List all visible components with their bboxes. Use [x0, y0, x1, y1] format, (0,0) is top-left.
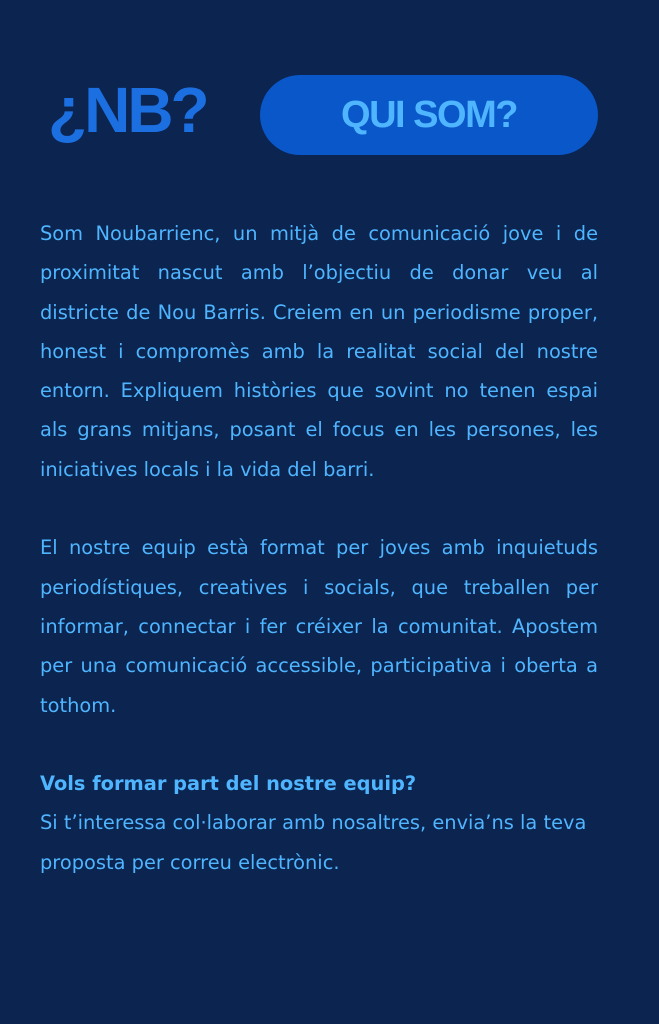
brand-logo: ¿NB?: [48, 74, 207, 146]
about-paragraph-1: Som Noubarrienc, un mitjà de comunicació jove i de proximitat nascut amb l’objectiu de donar veu al districte de Nou Barris. Creiem en un periodisme proper, honest i compromès amb la realitat social del nostre entorn. Expliquem històries que sovint no tenen espai als grans mitjans, posant el focus en les persones, les iniciatives locals i la vida del barri.: [40, 222, 598, 481]
paragraph-spacer: [40, 725, 598, 764]
paragraph-spacer: [40, 489, 598, 528]
about-paragraph-2: El nostre equip està format per joves amb inquietuds periodístiques, creatives i socials, que treballen per informar, connectar i fer créixer la comunitat. Apostem per una comunicació accessible, participativa i oberta a tothom.: [40, 536, 598, 717]
qui-som-button[interactable]: [260, 75, 598, 155]
join-team-text: Si t’interessa col·laborar amb nosaltres, envia’ns la teva proposta per correu electrònic.: [40, 811, 587, 874]
qui-som-button-label: QUI SOM?: [341, 93, 517, 136]
about-section: [40, 214, 598, 882]
join-team-heading: Vols formar part del nostre equip?: [40, 772, 417, 796]
